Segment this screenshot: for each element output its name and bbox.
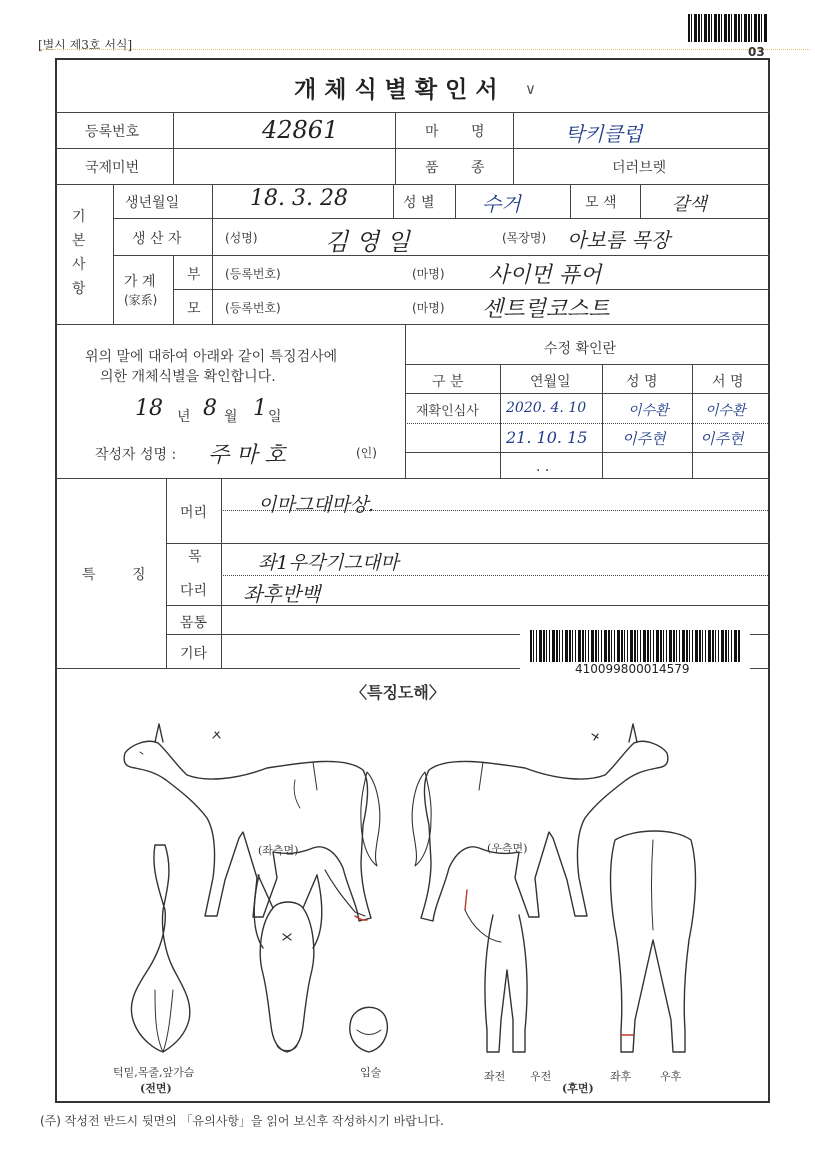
date-year: 18 <box>135 396 163 421</box>
body-label: 몸통 <box>180 615 208 631</box>
revision-header-type: 구 분 <box>432 374 464 390</box>
revision-row-sign: 이주현 <box>700 430 744 448</box>
sire-label: 부 <box>187 267 201 283</box>
dam-name-value: 센트럴코스트 <box>482 297 610 322</box>
horse-name-label: 마 명 <box>425 124 499 140</box>
head-label: 머리 <box>180 505 208 521</box>
barcode-number: 410099800014579 <box>575 662 690 676</box>
neck-label: 목 <box>188 549 202 565</box>
dam-name-tag: (마명) <box>412 301 445 315</box>
ranch-tag: (목장명) <box>502 231 547 245</box>
front-legs-outline <box>465 910 527 1052</box>
neck-caption: 턱밑,목줄,앞가슴 <box>113 1066 195 1079</box>
ranch-value: 아보름 목장 <box>567 228 670 252</box>
color-label: 모 색 <box>585 195 617 211</box>
producer-label: 생 산 자 <box>132 231 182 247</box>
year-unit: 년 <box>177 409 191 425</box>
dam-reg-tag: (등록번호) <box>225 301 281 315</box>
revision-row-date: . . <box>536 459 550 475</box>
basic-section-label: 기 본 사 항 <box>72 209 88 297</box>
revision-header-date: 연월일 <box>530 374 571 390</box>
pedigree-sub-label: (家系) <box>124 293 158 307</box>
revision-header-sign: 서 명 <box>712 374 744 390</box>
breed-label: 품 종 <box>425 160 499 176</box>
form-label: [별시 제3호 서식] <box>38 38 133 52</box>
etc-label: 기타 <box>180 646 208 662</box>
sex-value: 수거 <box>482 192 521 216</box>
rear-view-label: (후면) <box>562 1082 594 1095</box>
page-title: 개 체 식 별 확 인 서 <box>294 77 498 103</box>
color-value: 갈색 <box>672 194 707 215</box>
revision-row-name: 이수환 <box>628 403 669 419</box>
diagram-title: 〈특징도해〉 <box>351 683 445 702</box>
revision-row-type: 재확인심사 <box>416 404 479 419</box>
day-unit: 일 <box>268 409 282 425</box>
left-side-label: (좌측면) <box>258 844 299 857</box>
breed-value: 더러브렛 <box>612 160 667 176</box>
sire-name-value: 사이먼 퓨어 <box>488 263 602 288</box>
rear-left-caption: 좌후 <box>610 1070 632 1083</box>
legs-label: 다리 <box>180 583 208 599</box>
reg-no-value: 42861 <box>262 116 339 144</box>
revision-title: 수정 확인란 <box>544 341 617 357</box>
sire-name-tag: (마명) <box>412 267 445 281</box>
statement-line-1: 위의 말에 대하여 아래와 같이 특징검사에 <box>85 349 338 365</box>
rear-view-outline <box>611 831 696 1052</box>
revision-header-name: 성 명 <box>626 374 658 390</box>
writer-label: 작성자 성명 : <box>95 447 177 463</box>
date-month: 8 <box>203 396 217 421</box>
pedigree-label: 가 계 <box>124 274 156 290</box>
neck-underside-outline <box>131 845 189 1052</box>
producer-name-value: 김 영 일 <box>325 228 410 256</box>
sex-label: 성 별 <box>403 195 435 211</box>
muzzle-outline <box>350 1007 387 1052</box>
legs-value: 좌후반백 <box>243 582 321 606</box>
date-day: 1 <box>253 396 267 421</box>
revision-row-sign: 이수환 <box>705 403 746 419</box>
birth-value: 18. 3. 28 <box>250 186 348 211</box>
front-view-label: (전면) <box>140 1082 172 1095</box>
statement-line-2: 의한 개체식별을 확인합니다. <box>100 369 276 385</box>
revision-row-name: 이주현 <box>622 430 666 448</box>
revision-row-date: 21. 10. 15 <box>506 428 588 447</box>
writer-value: 주 마 호 <box>208 443 286 468</box>
right-side-label: (우측면) <box>487 842 528 855</box>
birth-label: 생년월일 <box>125 195 180 211</box>
title-check-mark: ∨ <box>525 80 536 98</box>
front-right-caption: 우전 <box>530 1070 552 1083</box>
left-side-horse-outline <box>124 724 380 921</box>
barcode-image <box>530 630 740 662</box>
producer-name-tag: (성명) <box>225 231 258 245</box>
seal-mark: (인) <box>356 446 377 460</box>
footer-note: (주) 작성전 반드시 뒷면의 「유의사항」을 읽어 보신후 작성하시기 바랍니다. <box>40 1114 444 1128</box>
front-left-caption: 좌전 <box>484 1070 506 1083</box>
dam-label: 모 <box>187 301 201 317</box>
front-head-outline <box>254 875 322 1052</box>
sire-reg-tag: (등록번호) <box>225 267 281 281</box>
header-rule <box>40 49 810 50</box>
neck-value: 좌1우각기그대마 <box>258 552 399 574</box>
top-barcode <box>688 14 768 42</box>
revision-row-date: 2020. 4. 10 <box>506 400 587 416</box>
right-side-horse-outline <box>412 724 668 921</box>
horse-diagram <box>55 690 770 1100</box>
muzzle-caption: 입술 <box>360 1066 382 1079</box>
page-number: 03 <box>748 45 765 59</box>
barcode-sticker <box>520 624 750 676</box>
reg-no-label: 등록번호 <box>85 124 140 140</box>
features-label: 특 징 <box>82 567 162 583</box>
horse-name-value: 탁키클럽 <box>565 122 643 146</box>
intl-no-label: 국제미번 <box>85 160 140 176</box>
head-value: 이마그대마상. <box>258 494 375 516</box>
rear-right-caption: 우후 <box>660 1070 682 1083</box>
month-unit: 월 <box>224 409 238 425</box>
